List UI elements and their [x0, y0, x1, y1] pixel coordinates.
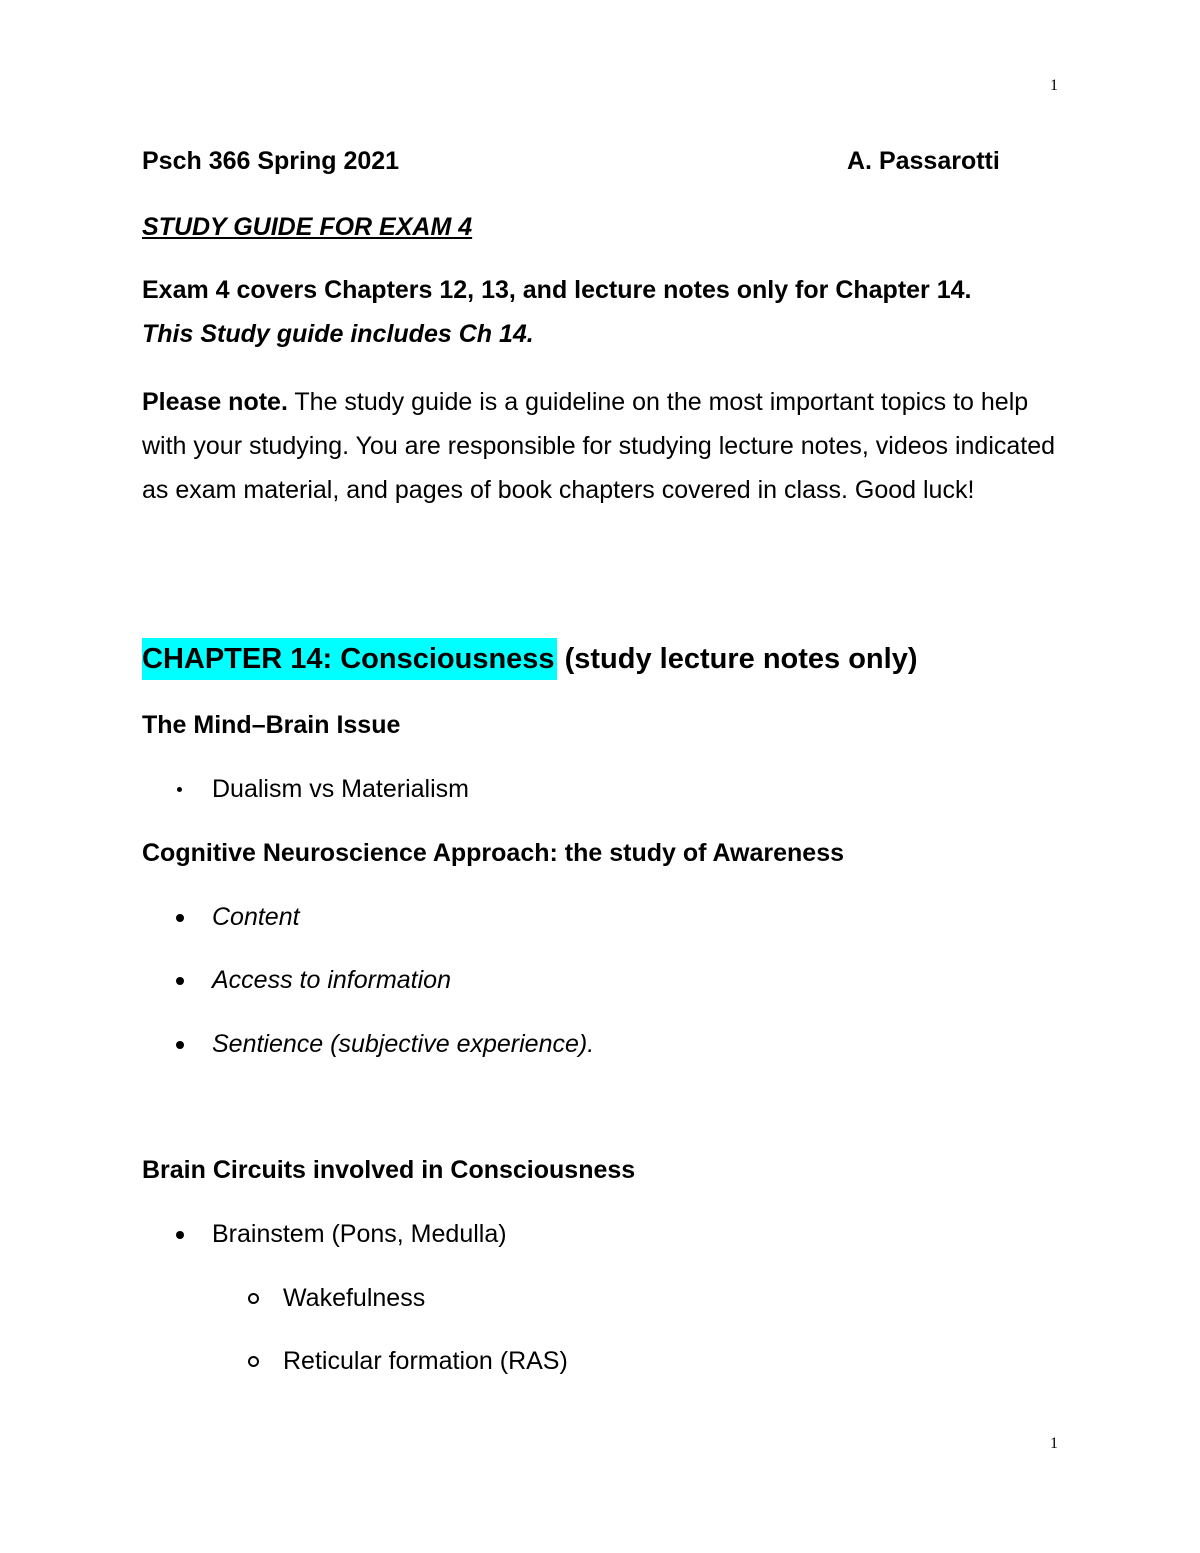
bullet-icon	[176, 914, 184, 922]
sub-list-item-text: Reticular formation (RAS)	[283, 1347, 568, 1375]
exam-coverage: Exam 4 covers Chapters 12, 13, and lecture notes only for Chapter 14.	[142, 276, 972, 304]
list-item-text: Sentience (subjective experience).	[212, 1030, 595, 1058]
list-item-text: Dualism vs Materialism	[212, 775, 469, 803]
page-number-bottom: 1	[1050, 1435, 1058, 1452]
includes-note: This Study guide includes Ch 14.	[142, 320, 534, 348]
please-note-lead: Please note.	[142, 388, 288, 416]
sub-list-item	[248, 1283, 848, 1313]
list-item	[175, 774, 775, 804]
list-item	[175, 1029, 775, 1059]
please-note-paragraph	[142, 380, 1062, 512]
please-note-text: The study guide is a guideline on the most important topics to help with your studying. You are responsible for studying lecture notes, videos indicated as exam material, and pages of book chapters covered in class. Good luck!	[142, 388, 1056, 504]
chapter-heading	[142, 638, 918, 680]
course-title: Psch 366 Spring 2021	[142, 147, 400, 175]
bullet-icon	[176, 1041, 184, 1049]
section-heading-cognitive: Cognitive Neuroscience Approach: the study of Awareness	[142, 839, 845, 867]
circle-bullet-icon	[248, 1293, 259, 1304]
list-item-text: Brainstem (Pons, Medulla)	[212, 1220, 507, 1248]
bullet-icon	[176, 1231, 184, 1239]
section-heading-mind-brain: The Mind–Brain Issue	[142, 711, 401, 739]
sub-list-item-text: Wakefulness	[283, 1284, 426, 1312]
section-heading-circuits: Brain Circuits involved in Consciousness	[142, 1156, 636, 1184]
instructor-name: A. Passarotti	[847, 147, 1000, 175]
list-item-text: Access to information	[212, 966, 451, 994]
bullet-icon	[176, 977, 184, 985]
list-item	[175, 902, 775, 932]
circle-bullet-icon	[248, 1356, 259, 1367]
chapter-subtitle: (study lecture notes only)	[556, 643, 918, 675]
bullet-icon	[177, 787, 182, 792]
sub-list-item	[248, 1346, 848, 1376]
list-item-text: Content	[212, 903, 300, 931]
chapter-highlight: CHAPTER 14: Consciousness	[142, 638, 557, 680]
list-item	[175, 965, 775, 995]
guide-title: STUDY GUIDE FOR EXAM 4	[142, 213, 473, 241]
page-number-top: 1	[1050, 77, 1058, 94]
list-item	[175, 1219, 775, 1249]
